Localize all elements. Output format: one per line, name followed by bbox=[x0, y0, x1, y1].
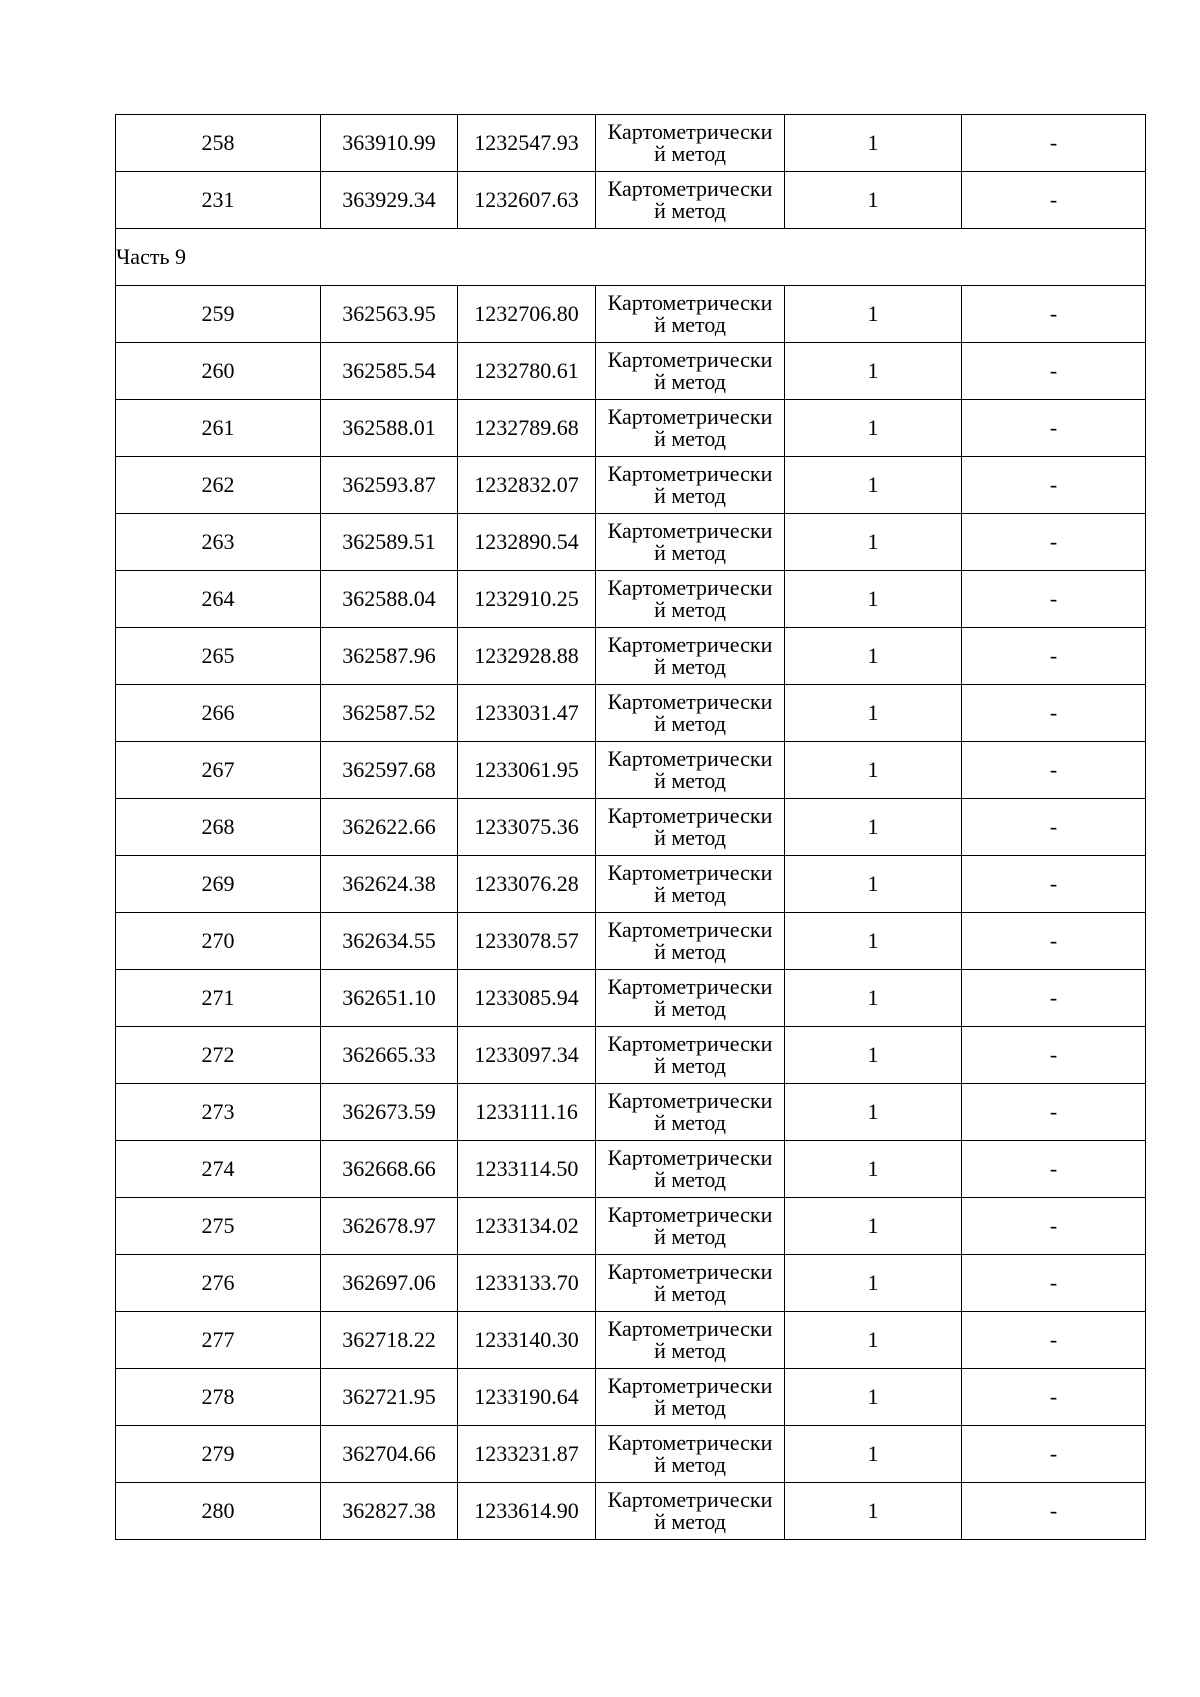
y-coordinate-cell: 1233133.70 bbox=[458, 1255, 596, 1312]
method-cell bbox=[596, 913, 785, 970]
note-cell: - bbox=[962, 1483, 1146, 1540]
table-row bbox=[116, 1369, 1146, 1426]
method-line-1: Картометрически bbox=[607, 860, 773, 885]
point-number-cell: 274 bbox=[116, 1141, 321, 1198]
table-row bbox=[116, 172, 1146, 229]
method-line-2: й метод bbox=[654, 198, 726, 223]
table-row bbox=[116, 1084, 1146, 1141]
precision-cell: 1 bbox=[785, 742, 962, 799]
method-cell bbox=[596, 1198, 785, 1255]
method-cell bbox=[596, 970, 785, 1027]
method-line-2: й метод bbox=[654, 1053, 726, 1078]
method-line-2: й метод bbox=[654, 1224, 726, 1249]
point-number-cell: 258 bbox=[116, 115, 321, 172]
method-line-1: Картометрически bbox=[607, 461, 773, 486]
method-line-1: Картометрически bbox=[607, 1373, 773, 1398]
method-cell bbox=[596, 286, 785, 343]
method-cell bbox=[596, 400, 785, 457]
precision-cell: 1 bbox=[785, 628, 962, 685]
x-coordinate-cell: 362697.06 bbox=[321, 1255, 458, 1312]
x-coordinate-cell: 362651.10 bbox=[321, 970, 458, 1027]
method-cell bbox=[596, 628, 785, 685]
point-number-cell: 267 bbox=[116, 742, 321, 799]
x-coordinate-cell: 362622.66 bbox=[321, 799, 458, 856]
method-cell bbox=[596, 115, 785, 172]
note-cell: - bbox=[962, 343, 1146, 400]
table-row bbox=[116, 1198, 1146, 1255]
point-number-cell: 260 bbox=[116, 343, 321, 400]
point-number-cell: 271 bbox=[116, 970, 321, 1027]
precision-cell: 1 bbox=[785, 1369, 962, 1426]
x-coordinate-cell: 362597.68 bbox=[321, 742, 458, 799]
note-cell: - bbox=[962, 286, 1146, 343]
x-coordinate-cell: 362827.38 bbox=[321, 1483, 458, 1540]
precision-cell: 1 bbox=[785, 970, 962, 1027]
y-coordinate-cell: 1233114.50 bbox=[458, 1141, 596, 1198]
note-cell: - bbox=[962, 400, 1146, 457]
method-line-1: Картометрически bbox=[607, 1145, 773, 1170]
point-number-cell: 278 bbox=[116, 1369, 321, 1426]
precision-cell: 1 bbox=[785, 1084, 962, 1141]
method-cell bbox=[596, 856, 785, 913]
method-line-1: Картометрически bbox=[607, 1031, 773, 1056]
method-cell bbox=[596, 457, 785, 514]
x-coordinate-cell: 362593.87 bbox=[321, 457, 458, 514]
y-coordinate-cell: 1233075.36 bbox=[458, 799, 596, 856]
point-number-cell: 272 bbox=[116, 1027, 321, 1084]
note-cell: - bbox=[962, 628, 1146, 685]
method-cell bbox=[596, 1027, 785, 1084]
point-number-cell: 264 bbox=[116, 571, 321, 628]
note-cell: - bbox=[962, 115, 1146, 172]
method-cell bbox=[596, 799, 785, 856]
y-coordinate-cell: 1233085.94 bbox=[458, 970, 596, 1027]
method-line-2: й метод bbox=[654, 1281, 726, 1306]
x-coordinate-cell: 362585.54 bbox=[321, 343, 458, 400]
x-coordinate-cell: 362624.38 bbox=[321, 856, 458, 913]
point-number-cell: 268 bbox=[116, 799, 321, 856]
x-coordinate-cell: 362665.33 bbox=[321, 1027, 458, 1084]
y-coordinate-cell: 1233031.47 bbox=[458, 685, 596, 742]
point-number-cell: 276 bbox=[116, 1255, 321, 1312]
x-coordinate-cell: 362721.95 bbox=[321, 1369, 458, 1426]
note-cell: - bbox=[962, 1255, 1146, 1312]
method-line-2: й метод bbox=[654, 654, 726, 679]
method-line-1: Картометрически bbox=[607, 974, 773, 999]
x-coordinate-cell: 362718.22 bbox=[321, 1312, 458, 1369]
method-line-1: Картометрически bbox=[607, 404, 773, 429]
point-number-cell: 259 bbox=[116, 286, 321, 343]
method-line-1: Картометрически bbox=[607, 1430, 773, 1455]
table-row bbox=[116, 856, 1146, 913]
y-coordinate-cell: 1232780.61 bbox=[458, 343, 596, 400]
precision-cell: 1 bbox=[785, 1255, 962, 1312]
method-line-1: Картометрически bbox=[607, 917, 773, 942]
precision-cell: 1 bbox=[785, 457, 962, 514]
method-line-2: й метод bbox=[654, 1452, 726, 1477]
table-row bbox=[116, 913, 1146, 970]
method-line-1: Картометрически bbox=[607, 575, 773, 600]
note-cell: - bbox=[962, 172, 1146, 229]
table-row bbox=[116, 742, 1146, 799]
precision-cell: 1 bbox=[785, 799, 962, 856]
y-coordinate-cell: 1233061.95 bbox=[458, 742, 596, 799]
method-line-2: й метод bbox=[654, 825, 726, 850]
method-cell bbox=[596, 1483, 785, 1540]
y-coordinate-cell: 1232928.88 bbox=[458, 628, 596, 685]
method-cell bbox=[596, 514, 785, 571]
method-line-2: й метод bbox=[654, 1509, 726, 1534]
method-line-2: й метод bbox=[654, 369, 726, 394]
method-line-2: й метод bbox=[654, 141, 726, 166]
method-line-1: Картометрически bbox=[607, 803, 773, 828]
note-cell: - bbox=[962, 913, 1146, 970]
precision-cell: 1 bbox=[785, 1426, 962, 1483]
method-cell bbox=[596, 571, 785, 628]
note-cell: - bbox=[962, 856, 1146, 913]
x-coordinate-cell: 362589.51 bbox=[321, 514, 458, 571]
method-cell bbox=[596, 742, 785, 799]
method-line-1: Картометрически bbox=[607, 632, 773, 657]
point-number-cell: 231 bbox=[116, 172, 321, 229]
method-line-1: Картометрически bbox=[607, 746, 773, 771]
y-coordinate-cell: 1232832.07 bbox=[458, 457, 596, 514]
y-coordinate-cell: 1233097.34 bbox=[458, 1027, 596, 1084]
x-coordinate-cell: 362668.66 bbox=[321, 1141, 458, 1198]
precision-cell: 1 bbox=[785, 172, 962, 229]
note-cell: - bbox=[962, 514, 1146, 571]
method-cell bbox=[596, 1141, 785, 1198]
point-number-cell: 273 bbox=[116, 1084, 321, 1141]
table-row bbox=[116, 400, 1146, 457]
point-number-cell: 280 bbox=[116, 1483, 321, 1540]
method-line-1: Картометрически bbox=[607, 119, 773, 144]
method-line-2: й метод bbox=[654, 1338, 726, 1363]
method-cell bbox=[596, 1369, 785, 1426]
method-line-1: Картометрически bbox=[607, 1088, 773, 1113]
precision-cell: 1 bbox=[785, 115, 962, 172]
table-row bbox=[116, 1141, 1146, 1198]
method-cell bbox=[596, 1312, 785, 1369]
note-cell: - bbox=[962, 970, 1146, 1027]
precision-cell: 1 bbox=[785, 1312, 962, 1369]
table-row bbox=[116, 628, 1146, 685]
point-number-cell: 275 bbox=[116, 1198, 321, 1255]
point-number-cell: 265 bbox=[116, 628, 321, 685]
method-line-2: й метод bbox=[654, 540, 726, 565]
table-row bbox=[116, 799, 1146, 856]
x-coordinate-cell: 363929.34 bbox=[321, 172, 458, 229]
y-coordinate-cell: 1233614.90 bbox=[458, 1483, 596, 1540]
precision-cell: 1 bbox=[785, 1027, 962, 1084]
y-coordinate-cell: 1233231.87 bbox=[458, 1426, 596, 1483]
y-coordinate-cell: 1232910.25 bbox=[458, 571, 596, 628]
table-row bbox=[116, 1312, 1146, 1369]
point-number-cell: 261 bbox=[116, 400, 321, 457]
x-coordinate-cell: 362587.52 bbox=[321, 685, 458, 742]
method-cell bbox=[596, 343, 785, 400]
note-cell: - bbox=[962, 742, 1146, 799]
x-coordinate-cell: 362588.01 bbox=[321, 400, 458, 457]
method-line-1: Картометрически bbox=[607, 176, 773, 201]
y-coordinate-cell: 1233190.64 bbox=[458, 1369, 596, 1426]
table-row bbox=[116, 1483, 1146, 1540]
x-coordinate-cell: 362704.66 bbox=[321, 1426, 458, 1483]
y-coordinate-cell: 1233140.30 bbox=[458, 1312, 596, 1369]
table-row bbox=[116, 685, 1146, 742]
x-coordinate-cell: 362673.59 bbox=[321, 1084, 458, 1141]
method-cell bbox=[596, 1426, 785, 1483]
method-line-1: Картометрически bbox=[607, 1487, 773, 1512]
table-row bbox=[116, 571, 1146, 628]
coordinates-table-body bbox=[116, 115, 1146, 1540]
point-number-cell: 277 bbox=[116, 1312, 321, 1369]
method-cell bbox=[596, 172, 785, 229]
precision-cell: 1 bbox=[785, 400, 962, 457]
table-row bbox=[116, 343, 1146, 400]
table-row bbox=[116, 970, 1146, 1027]
precision-cell: 1 bbox=[785, 286, 962, 343]
y-coordinate-cell: 1233078.57 bbox=[458, 913, 596, 970]
method-line-2: й метод bbox=[654, 312, 726, 337]
note-cell: - bbox=[962, 799, 1146, 856]
note-cell: - bbox=[962, 685, 1146, 742]
method-line-1: Картометрически bbox=[607, 1316, 773, 1341]
y-coordinate-cell: 1232607.63 bbox=[458, 172, 596, 229]
method-line-1: Картометрически bbox=[607, 347, 773, 372]
precision-cell: 1 bbox=[785, 1483, 962, 1540]
method-line-1: Картометрически bbox=[607, 1202, 773, 1227]
x-coordinate-cell: 362563.95 bbox=[321, 286, 458, 343]
method-line-2: й метод bbox=[654, 1395, 726, 1420]
point-number-cell: 279 bbox=[116, 1426, 321, 1483]
method-cell bbox=[596, 685, 785, 742]
coordinates-table bbox=[115, 114, 1146, 1540]
note-cell: - bbox=[962, 1198, 1146, 1255]
method-line-1: Картометрически bbox=[607, 290, 773, 315]
note-cell: - bbox=[962, 1312, 1146, 1369]
point-number-cell: 269 bbox=[116, 856, 321, 913]
method-line-2: й метод bbox=[654, 1167, 726, 1192]
precision-cell: 1 bbox=[785, 856, 962, 913]
x-coordinate-cell: 362678.97 bbox=[321, 1198, 458, 1255]
x-coordinate-cell: 362587.96 bbox=[321, 628, 458, 685]
table-row bbox=[116, 514, 1146, 571]
method-line-2: й метод bbox=[654, 939, 726, 964]
method-line-1: Картометрически bbox=[607, 689, 773, 714]
section-label: Часть 9 bbox=[116, 229, 1146, 286]
y-coordinate-cell: 1233134.02 bbox=[458, 1198, 596, 1255]
precision-cell: 1 bbox=[785, 1141, 962, 1198]
note-cell: - bbox=[962, 1084, 1146, 1141]
method-cell bbox=[596, 1084, 785, 1141]
method-line-1: Картометрически bbox=[607, 1259, 773, 1284]
y-coordinate-cell: 1232789.68 bbox=[458, 400, 596, 457]
x-coordinate-cell: 362588.04 bbox=[321, 571, 458, 628]
method-line-2: й метод bbox=[654, 768, 726, 793]
table-row bbox=[116, 286, 1146, 343]
precision-cell: 1 bbox=[785, 1198, 962, 1255]
table-row bbox=[116, 115, 1146, 172]
precision-cell: 1 bbox=[785, 514, 962, 571]
method-cell bbox=[596, 1255, 785, 1312]
method-line-2: й метод bbox=[654, 426, 726, 451]
note-cell: - bbox=[962, 1027, 1146, 1084]
section-row bbox=[116, 229, 1146, 286]
precision-cell: 1 bbox=[785, 571, 962, 628]
x-coordinate-cell: 363910.99 bbox=[321, 115, 458, 172]
y-coordinate-cell: 1233111.16 bbox=[458, 1084, 596, 1141]
method-line-2: й метод bbox=[654, 711, 726, 736]
method-line-2: й метод bbox=[654, 882, 726, 907]
note-cell: - bbox=[962, 1369, 1146, 1426]
note-cell: - bbox=[962, 1141, 1146, 1198]
note-cell: - bbox=[962, 1426, 1146, 1483]
y-coordinate-cell: 1232706.80 bbox=[458, 286, 596, 343]
note-cell: - bbox=[962, 457, 1146, 514]
table-row bbox=[116, 457, 1146, 514]
precision-cell: 1 bbox=[785, 343, 962, 400]
y-coordinate-cell: 1232890.54 bbox=[458, 514, 596, 571]
method-line-2: й метод bbox=[654, 996, 726, 1021]
table-row bbox=[116, 1426, 1146, 1483]
method-line-1: Картометрически bbox=[607, 518, 773, 543]
y-coordinate-cell: 1232547.93 bbox=[458, 115, 596, 172]
point-number-cell: 266 bbox=[116, 685, 321, 742]
point-number-cell: 262 bbox=[116, 457, 321, 514]
y-coordinate-cell: 1233076.28 bbox=[458, 856, 596, 913]
note-cell: - bbox=[962, 571, 1146, 628]
precision-cell: 1 bbox=[785, 685, 962, 742]
precision-cell: 1 bbox=[785, 913, 962, 970]
point-number-cell: 263 bbox=[116, 514, 321, 571]
method-line-2: й метод bbox=[654, 1110, 726, 1135]
method-line-2: й метод bbox=[654, 597, 726, 622]
method-line-2: й метод bbox=[654, 483, 726, 508]
table-row bbox=[116, 1255, 1146, 1312]
table-row bbox=[116, 1027, 1146, 1084]
x-coordinate-cell: 362634.55 bbox=[321, 913, 458, 970]
point-number-cell: 270 bbox=[116, 913, 321, 970]
